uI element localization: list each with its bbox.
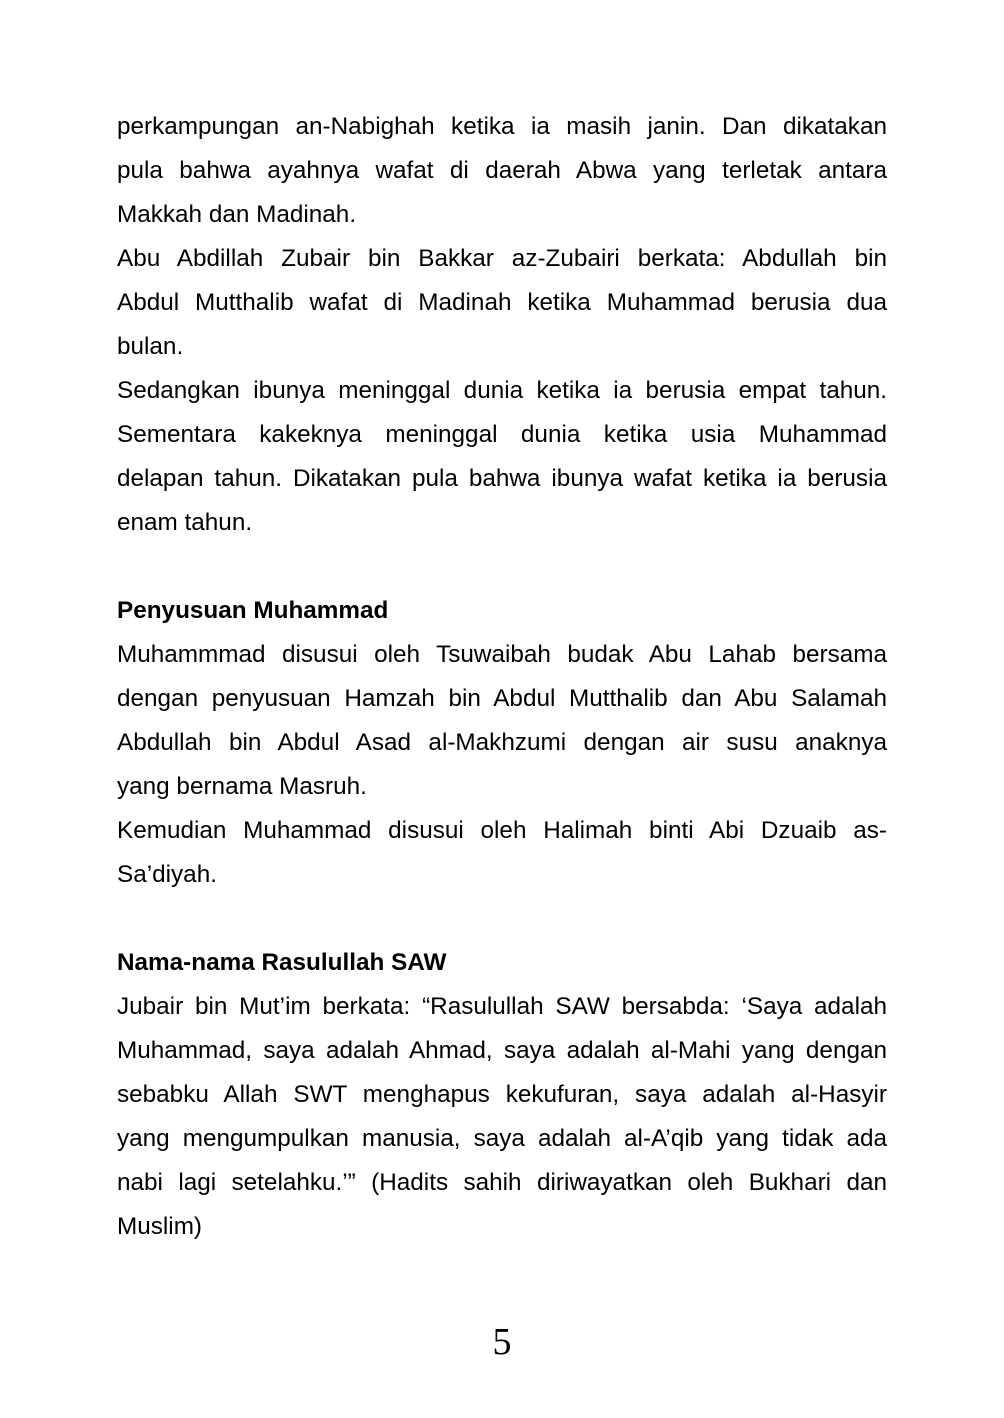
text-line: Abdullah bin Abdul Asad al-Makhzumi dengan air susu anaknya: [117, 729, 887, 756]
text-line: Muhammmad disusui oleh Tsuwaibah budak Abu Lahab bersama: [117, 641, 887, 668]
text-line: Kemudian Muhammad disusui oleh Halimah binti Abi Dzuaib as-: [117, 817, 887, 844]
text-line: Abdul Mutthalib wafat di Madinah ketika Muhammad berusia dua: [117, 289, 887, 316]
text-line: nabi lagi setelahku.’” (Hadits sahih diriwayatkan oleh Bukhari dan: [117, 1169, 887, 1196]
section-heading: [117, 589, 887, 633]
text-line: Sa’diyah.: [117, 861, 217, 888]
body-paragraph: [117, 985, 887, 1249]
text-line: Makkah dan Madinah.: [117, 201, 357, 228]
page-body-text: [117, 105, 887, 1249]
text-line: delapan tahun. Dikatakan pula bahwa ibunya wafat ketika ia berusia: [117, 465, 887, 492]
text-line: Muslim): [117, 1213, 203, 1240]
page-number: 5: [492, 1321, 512, 1363]
text-line: Sementara kakeknya meninggal dunia ketika usia Muhammad: [117, 421, 887, 448]
body-paragraph: [117, 809, 887, 897]
text-line: Penyusuan Muhammad: [117, 597, 389, 624]
text-line: Abu Abdillah Zubair bin Bakkar az-Zubairi berkata: Abdullah bin: [117, 245, 887, 272]
body-paragraph: [117, 105, 887, 237]
text-line: bulan.: [117, 333, 184, 360]
text-line: yang mengumpulkan manusia, saya adalah al-A’qib yang tidak ada: [117, 1125, 887, 1152]
body-paragraph: [117, 369, 887, 545]
text-line: sebabku Allah SWT menghapus kekufuran, saya adalah al-Hasyir: [117, 1081, 887, 1108]
text-line: perkampungan an-Nabighah ketika ia masih janin. Dan dikatakan: [117, 113, 887, 140]
text-line: Sedangkan ibunya meninggal dunia ketika ia berusia empat tahun.: [117, 377, 887, 404]
section-heading: [117, 941, 887, 985]
text-line: pula bahwa ayahnya wafat di daerah Abwa yang terletak antara: [117, 157, 887, 184]
body-paragraph: [117, 237, 887, 369]
text-line: Nama-nama Rasulullah SAW: [117, 949, 447, 976]
text-line: yang bernama Masruh.: [117, 773, 367, 800]
page-footer: [0, 1320, 1004, 1364]
text-line: dengan penyusuan Hamzah bin Abdul Mutthalib dan Abu Salamah: [117, 685, 887, 712]
body-paragraph: [117, 633, 887, 809]
text-line: Muhammad, saya adalah Ahmad, saya adalah al-Mahi yang dengan: [117, 1037, 887, 1064]
text-line: Jubair bin Mut’im berkata: “Rasulullah SAW bersabda: ‘Saya adalah: [117, 993, 887, 1020]
text-line: enam tahun.: [117, 509, 253, 536]
